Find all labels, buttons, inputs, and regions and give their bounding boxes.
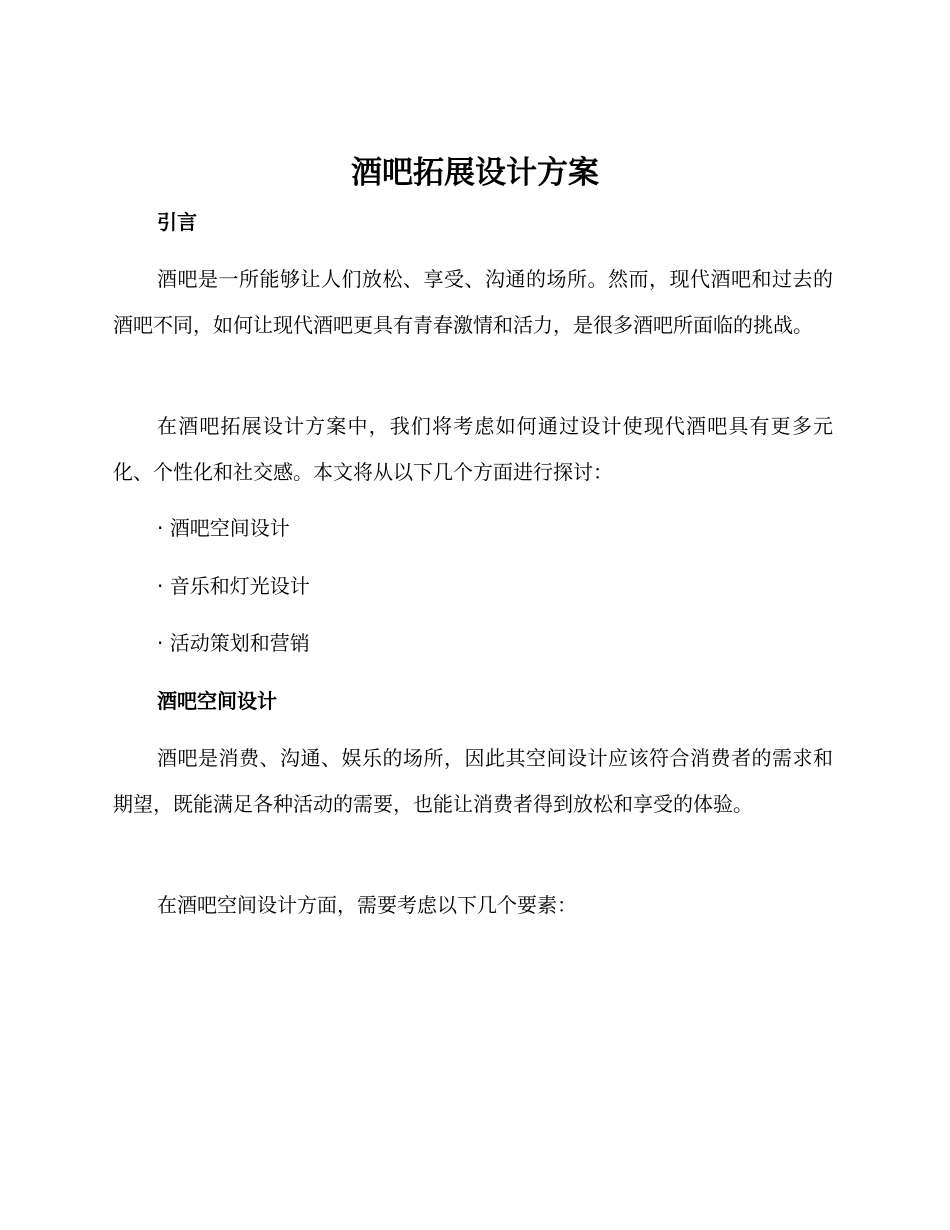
section-heading-space-design: 酒吧空间设计: [157, 689, 277, 713]
intro-paragraph-2: 在酒吧拓展设计方案中，我们将考虑如何通过设计使现代酒吧具有更多元化、个性化和社交感。本文将从以下几个方面进行探讨：: [113, 414, 833, 484]
space-design-paragraph-1: 酒吧是消费、沟通、娱乐的场所，因此其空间设计应该符合消费者的需求和期望，既能满足各种活动的需要，也能让消费者得到放松和享受的体验。: [113, 746, 833, 816]
bullet-item-music-lighting: · 音乐和灯光设计: [157, 574, 310, 598]
section-heading-intro: 引言: [157, 210, 197, 234]
space-design-paragraph-2: 在酒吧空间设计方面，需要考虑以下几个要素：: [157, 893, 577, 917]
document-title: 酒吧拓展设计方案: [351, 155, 599, 191]
bullet-item-space-design: · 酒吧空间设计: [157, 516, 290, 540]
bullet-item-events-marketing: · 活动策划和营销: [157, 631, 310, 655]
intro-paragraph-1: 酒吧是一所能够让人们放松、享受、沟通的场所。然而，现代酒吧和过去的酒吧不同，如何让现代酒吧更具有青春激情和活力，是很多酒吧所面临的挑战。: [113, 267, 833, 337]
